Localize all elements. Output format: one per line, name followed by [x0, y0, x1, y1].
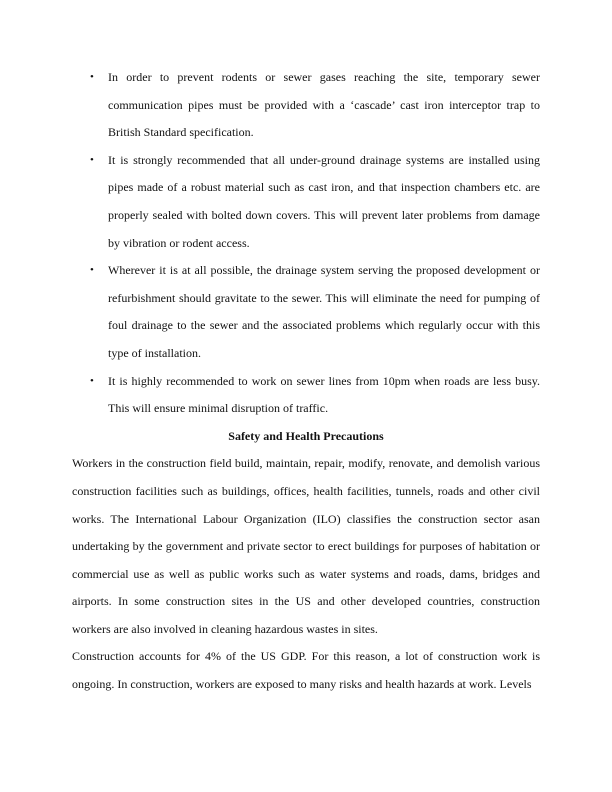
bullet-marker: • [90, 71, 94, 83]
list-item-text: Wherever it is at all possible, the drainage system serving the proposed development or refurbishment should gravitate to the sewer. This will eliminate the need for pumping of foul drainage to the sewer and the associated problems which regularly occur with this type of installation. [108, 263, 540, 360]
bullet-marker: • [90, 153, 94, 166]
list-item [90, 368, 540, 423]
list-item [90, 147, 540, 257]
list-item [90, 64, 540, 147]
list-item-text: It is strongly recommended that all under-ground drainage systems are installed using pipes made of a robust material such as cast iron, and that inspection chambers etc. are properly sealed with bolted down covers. This will prevent later problems from damage by vibration or rodent access. [108, 152, 540, 250]
list-item-text: It is highly recommended to work on sewer lines from 10pm when roads are less busy. This will ensure minimal disruption of traffic. [108, 373, 540, 416]
list-item-text: In order to prevent rodents or sewer gases reaching the site, temporary sewer communication pipes must be provided with a ‘cascade’ cast iron interceptor trap to British Standard specification. [108, 70, 540, 140]
page-content [72, 64, 540, 699]
section-heading: Safety and Health Precautions [228, 428, 384, 443]
bullet-marker: • [90, 374, 94, 387]
bullet-marker: • [90, 264, 94, 277]
body-paragraph: Workers in the construction field build, maintain, repair, modify, renovate, and demolish various construction facilities such as buildings, offices, health facilities, tunnels, roads and other civil works. The International Labour Organization (ILO) classifies the construction sector asan undertaking by the government and private sector to erect buildings for purposes of habitation or commercial use as well as public works such as water systems and roads, dams, bridges and airports. In some construction sites in the US and other developed countries, construction workers are also involved in cleaning hazardous wastes in sites. [72, 456, 540, 636]
bullet-list [72, 64, 540, 423]
list-item [90, 257, 540, 367]
body-paragraph: Construction accounts for 4% of the US GDP. For this reason, a lot of construction work is ongoing. In construction, workers are exposed to many risks and health hazards at work. Levels [72, 649, 540, 692]
